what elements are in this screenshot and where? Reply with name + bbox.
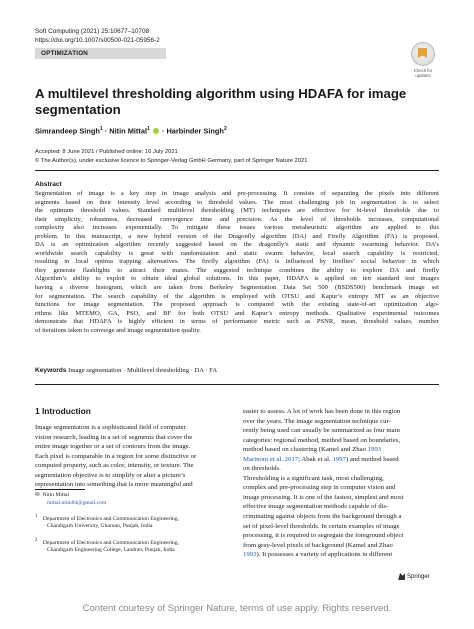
- section-heading: 1 Introduction: [35, 406, 91, 416]
- check-updates-line2: updates: [415, 73, 431, 78]
- abstract-line: their simplicity, robustness, decreased convergence time and precision. As the level of thresholds increases, computational: [35, 215, 439, 223]
- author-separator: ·: [102, 126, 110, 136]
- abstract-line: demonstrate that HDAFA is highly efficient in terms of performance metric such as PSNR, mean, threshold values, number: [35, 318, 439, 326]
- author-name[interactable]: Harbinder Singh: [166, 126, 224, 136]
- affiliation-text: Department of Electronics and Communication Engineering,: [42, 539, 179, 546]
- courtesy-notice: Content courtesy of Springer Nature, terms of use apply. Rights reserved.: [82, 603, 392, 614]
- affiliation-marker: 1: [99, 126, 103, 132]
- body-line: [243, 541, 439, 551]
- body-line: vision research, leading in a set of segments that cover the: [35, 433, 193, 441]
- paper-title: [35, 86, 435, 118]
- body-line: [243, 407, 439, 417]
- body-text: ) and method based: [345, 455, 399, 463]
- body-line: entire image together or a set of contours from the image.: [35, 443, 191, 451]
- citation-link[interactable]: 1993: [243, 551, 257, 559]
- publisher-name: Springer: [407, 574, 430, 581]
- journal-header: [35, 27, 160, 45]
- body-line: [243, 483, 439, 493]
- body-text: method based on clustering (Kamel and Zhao: [243, 446, 368, 454]
- body-line: [243, 512, 439, 522]
- abstract-line: segments based on their intensity level according to threshold values. The most challenging job in segmentation is to select: [35, 198, 439, 206]
- divider: [35, 384, 439, 385]
- author-name[interactable]: Nitin Mittal: [109, 126, 148, 136]
- section-label-bar: [35, 48, 166, 59]
- body-text: criminating against objects from the background through a: [243, 513, 402, 521]
- affiliation-text: Chandigarh University, Gharuan, Punjab, India: [47, 523, 153, 530]
- affiliation-text: Department of Electronics and Communication Engineering,: [42, 515, 179, 522]
- abstract-line: rithms like MTEMO, GA, PSO, and BF for both OTSU and Kapur’s entropy methods. Qualitative experimental outcomes: [35, 309, 439, 317]
- divider: [35, 170, 439, 171]
- body-text: easier to assess. A lot of work has been done in this region: [243, 408, 401, 415]
- body-line: [243, 502, 439, 512]
- journal-citation: Soft Computing (2021) 25:10677–10708: [35, 28, 150, 35]
- body-line: [243, 455, 439, 465]
- abstract-line: complexity also increases exponentially. To mitigate these issues various metaheuristic algorithm are applied to this: [35, 224, 439, 232]
- bookmark-icon: [411, 42, 435, 66]
- author-separator: ·: [159, 126, 167, 136]
- abstract-line: for segmentation. The search capability of the algorithm is employed with OTSU and Kapur’s entropy MT as an objective: [35, 292, 439, 300]
- body-text: ). It possesses a variety of applications in different: [256, 551, 393, 559]
- abstract-line: having a diverse histogram, which are taken from Berkeley Segmentation Data Set 500 (BSDS500) benchmark image set: [35, 284, 439, 292]
- body-line: [243, 522, 439, 532]
- intro-left-column: [35, 423, 231, 490]
- body-text: on thresholds.: [243, 465, 281, 473]
- abstract-line: Algorithm’s ability to exploit to obtain ideal global solutions. In this paper, HDAFA is applied on ten standard test images: [35, 275, 439, 283]
- abstract-line: functions for image segmentation. The proposed approach is compared with the existing state-of-art optimization algo-: [35, 301, 439, 309]
- copyright-line: © The Author(s), under exclusive licence to Springer-Verlag GmbH Germany, part of Springer Nature 2021: [35, 157, 308, 164]
- citation-link[interactable]: 1997: [332, 455, 346, 463]
- body-line: [243, 493, 439, 503]
- footnote-divider: [35, 489, 85, 490]
- body-text: complex and pre-processing step in computer vision and: [243, 484, 396, 492]
- keywords-text: Image segmentation · Multilevel thresholding · DA · FA: [68, 367, 218, 374]
- keywords: [35, 367, 217, 374]
- body-line: [243, 426, 439, 436]
- body-text: from gray-level pixels of background (Kamel and Zhao: [243, 541, 393, 549]
- body-text: set of pixel-level thresholds. In certain examples of image: [243, 522, 400, 530]
- body-line: Each pixel is comparable in a region for some distinctive or: [35, 452, 197, 460]
- abstract-line: they generate flashlights to attract their mates. The suggested technique combines the ability to explore DA and firefly: [35, 266, 439, 274]
- body-line: [243, 464, 439, 474]
- check-for-updates-badge[interactable]: [408, 42, 438, 78]
- affiliation-text: Chandigarh Engineering College, Landran, Punjab, India: [47, 547, 175, 554]
- body-line: computed property, such as color, intensity, or texture. The: [35, 462, 194, 470]
- body-line: representation into something that is more meaningful and: [35, 481, 193, 489]
- affiliation-1: [35, 513, 179, 531]
- doi-link[interactable]: https://doi.org/10.1007/s00500-021-05956-2: [35, 37, 160, 44]
- abstract-line: Segmentation of image is a key step in image analysis and pre-processing. It consists of separating the pixels into different: [35, 190, 439, 197]
- title-line2: segmentation: [35, 102, 121, 117]
- body-text: effective image segmentation methods capable of dis-: [243, 503, 389, 511]
- body-text: ; Abak et al.: [298, 455, 333, 463]
- body-text: processing, it is required to segregate the foreground object: [243, 532, 404, 540]
- springer-logo: [398, 573, 430, 580]
- abstract-line: of iterations taken to converge and image segmentation quality.: [35, 326, 201, 334]
- contact-email[interactable]: mittal.nitin84@gmail.com: [47, 499, 107, 506]
- email-icon: ✉: [35, 492, 40, 498]
- keywords-label: Keywords: [35, 367, 67, 374]
- abstract-line: worldwide search capability is great with randomization and static swarm behavior, local search capability is restricted,: [35, 249, 439, 257]
- publication-dates: [35, 148, 307, 165]
- affiliation-marker: 2: [223, 126, 227, 132]
- affiliation-marker: 1: [147, 126, 150, 132]
- orcid-icon[interactable]: [153, 128, 159, 134]
- author-name[interactable]: Simrandeep Singh: [35, 126, 100, 136]
- body-line: Image segmentation is a sophisticated field of computer: [35, 424, 186, 431]
- abstract-line: the optimum threshold values. Standard multilevel thresholding (MT) techniques are effective for bi-level thresholds due to: [35, 207, 439, 215]
- contact-name: Nitin Mittal: [42, 492, 70, 498]
- body-text: image processing. It is one of the fastest, simplest and most: [243, 493, 404, 501]
- corresponding-author: [35, 492, 106, 507]
- abstract-heading: Abstract: [35, 181, 62, 188]
- springer-horse-icon: [398, 573, 405, 580]
- body-line: [243, 474, 439, 484]
- affiliation-2: [35, 537, 179, 555]
- author-list: [35, 126, 227, 135]
- abstract-line: problem. In this manuscript, a new hybrid version of the Dragonfly algorithm (DA) and Firefly Algorithm (FA) is proposed.: [35, 232, 439, 240]
- check-updates-line1: Check for: [413, 68, 433, 73]
- abstract-line: resulting in local optima trapping alternatives. The firefly algorithm (FA) is influenced by fireflies’ social behavior in which: [35, 258, 439, 266]
- affiliation-number: 2: [35, 538, 38, 543]
- dates-line: Accepted: 8 June 2021 / Published online: 16 July 2021: [35, 149, 178, 155]
- body-line: [243, 445, 439, 455]
- body-text: over the years. The image segmentation technique cur-: [243, 417, 391, 425]
- body-text: Thresholding is a significant task, most challenging,: [243, 474, 384, 482]
- citation-link[interactable]: Marinoni et al. 2017: [243, 455, 299, 463]
- intro-right-column: [243, 407, 439, 560]
- body-line: [243, 417, 439, 427]
- body-line: [243, 550, 439, 560]
- body-line: [243, 531, 439, 541]
- abstract-line: DA is an optimization algorithm recently suggested based on the dragonfly’s static and dynamic swarming behavior. DA’s: [35, 241, 439, 249]
- body-line: [243, 436, 439, 446]
- section-label: OPTIMIZATION: [41, 49, 89, 57]
- body-line: segmentation objective is to simplify or alter a picture’s: [35, 471, 186, 479]
- body-text: rently being used can usually be summarized as four main: [243, 427, 400, 435]
- affiliation-number: 1: [35, 514, 38, 519]
- body-text: categories: regional method, method based on boundaries,: [243, 436, 401, 444]
- title-line1: A multilevel thresholding algorithm using HDAFA for image: [35, 86, 407, 101]
- citation-link[interactable]: 1993: [367, 446, 382, 454]
- abstract-body: [35, 190, 439, 335]
